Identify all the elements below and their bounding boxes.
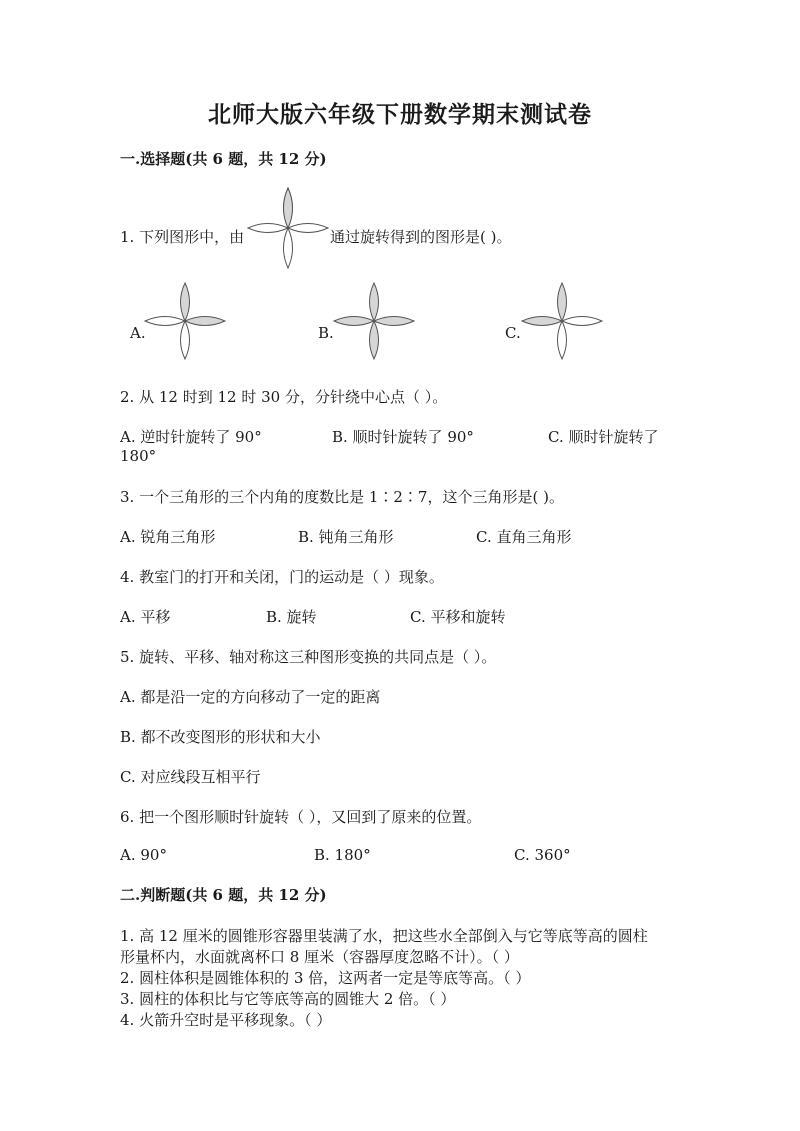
- q2-option-a: A. 逆时针旋转了 90°: [120, 428, 262, 446]
- source-flower-icon: [246, 186, 330, 270]
- q5-option-a: A. 都是沿一定的方向移动了一定的距离: [120, 688, 381, 706]
- tf-item-2: 2. 圆柱体积是圆锥体积的 3 倍，这两者一定是等底等高。（ ）: [120, 969, 531, 987]
- q1-option-c-label: C.: [505, 324, 521, 342]
- tf-item-3: 3. 圆柱的体积比与它等底等高的圆锥大 2 倍。（ ）: [120, 990, 456, 1008]
- page-title: 北师大版六年级下册数学期末测试卷: [208, 101, 592, 128]
- question-6-stem: 6. 把一个图形顺时针旋转（ ），又回到了原来的位置。: [120, 808, 482, 826]
- q4-option-b: B. 旋转: [266, 608, 317, 626]
- tf-item-1-line-1: 1. 高 12 厘米的圆锥形容器里装满了水，把这些水全部倒入与它等底等高的圆柱: [120, 927, 648, 945]
- q6-option-a: A. 90°: [120, 846, 167, 864]
- q2-option-c: C. 顺时针旋转了: [548, 428, 659, 446]
- tf-item-1-line-2: 形量杯内，水面就离杯口 8 厘米（容器厚度忽略不计）。（ ）: [120, 948, 519, 966]
- q6-option-c: C. 360°: [514, 846, 571, 864]
- q6-option-b: B. 180°: [314, 846, 371, 864]
- q5-option-c: C. 对应线段互相平行: [120, 768, 261, 786]
- question-4-stem: 4. 教室门的打开和关闭，门的运动是（ ）现象。: [120, 568, 444, 586]
- question-5-stem: 5. 旋转、平移、轴对称这三种图形变换的共同点是（ ）。: [120, 648, 497, 666]
- question-3-stem: 3. 一个三角形的三个内角的度数比是 1∶2∶7，这个三角形是( )。: [120, 488, 564, 506]
- q4-option-c: C. 平移和旋转: [410, 608, 506, 626]
- q2-option-b: B. 顺时针旋转了 90°: [332, 428, 474, 446]
- question-1-suffix: 通过旋转得到的图形是( )。: [330, 228, 512, 246]
- section-heading-choice: 一.选择题(共 6 题，共 12 分): [120, 150, 327, 168]
- q2-option-c-continued: 180°: [120, 447, 157, 465]
- q1-option-c-flower-icon: [520, 282, 604, 360]
- section-heading-true-false: 二.判断题(共 6 题，共 12 分): [120, 886, 327, 904]
- q3-option-a: A. 锐角三角形: [120, 528, 216, 546]
- q4-option-a: A. 平移: [120, 608, 171, 626]
- question-2-stem: 2. 从 12 时到 12 时 30 分，分针绕中心点（ ）。: [120, 388, 448, 406]
- q3-option-c: C. 直角三角形: [476, 528, 572, 546]
- q3-option-b: B. 钝角三角形: [298, 528, 394, 546]
- q1-option-b-label: B.: [318, 324, 334, 342]
- q5-option-b: B. 都不改变图形的形状和大小: [120, 728, 321, 746]
- q1-option-a-label: A.: [130, 324, 146, 342]
- q1-option-b-flower-icon: [332, 282, 416, 360]
- tf-item-4: 4. 火箭升空时是平移现象。（ ）: [120, 1011, 332, 1029]
- question-1-prefix: 1. 下列图形中，由: [120, 228, 245, 246]
- q1-option-a-flower-icon: [143, 282, 227, 360]
